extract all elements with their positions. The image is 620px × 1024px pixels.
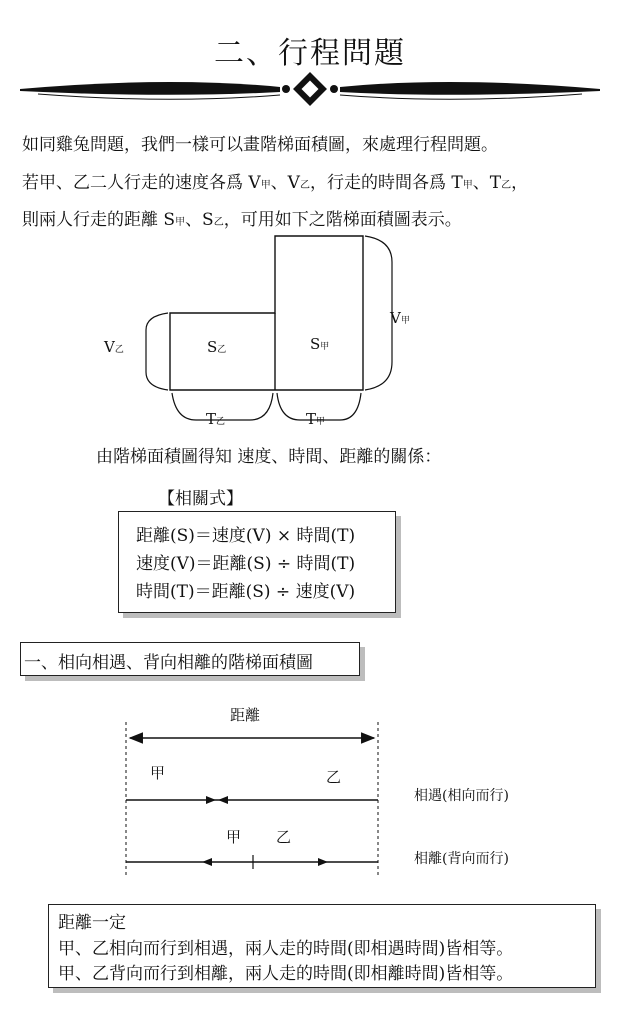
label-t-yi: T乙 xyxy=(206,410,226,428)
meet-arrow-yi xyxy=(218,796,228,804)
summary-line: 甲、乙相向而行到相遇，兩人走的時間(即相遇時間)皆相等。 xyxy=(58,939,514,959)
brace-v-jia xyxy=(365,236,392,390)
meet-jia: 甲 xyxy=(150,764,166,782)
formula-line: 時間(T)＝距離(S) ÷ 速度(V) xyxy=(136,582,356,602)
meet-arrow-jia xyxy=(206,796,216,804)
page-title: 二、行程問題 xyxy=(214,36,406,71)
label-s-jia: S甲 xyxy=(310,335,330,353)
meet-yi: 乙 xyxy=(326,768,342,786)
brace-t-yi xyxy=(172,393,273,420)
ornament-divider xyxy=(18,70,602,110)
apart-arrow-jia xyxy=(202,858,212,866)
intro-line-2: 若甲、乙二人行走的速度各爲 V甲、V乙，行走的時間各爲 T甲、T乙， xyxy=(22,173,529,193)
apart-yi: 乙 xyxy=(276,828,292,846)
summary-line: 甲、乙背向而行到相離，兩人走的時間(即相離時間)皆相等。 xyxy=(58,964,514,984)
label-v-yi: V乙 xyxy=(104,338,124,356)
label-t-jia: T甲 xyxy=(306,410,326,428)
distance-label: 距離 xyxy=(230,706,261,724)
formula-line: 距離(S)＝速度(V) × 時間(T) xyxy=(136,526,356,546)
apart-arrow-yi xyxy=(318,858,328,866)
stair-area-diagram xyxy=(0,228,620,428)
section-heading: 一、相向相遇、背向相離的階梯面積圖 xyxy=(24,653,313,673)
apart-caption: 相離(背向而行) xyxy=(414,851,509,867)
formula-box-label: 【相關式】 xyxy=(152,484,249,509)
relation-intro: 由階梯面積圖得知 速度、時間、距離的關係： xyxy=(96,447,442,467)
intro-line-3: 則兩人行走的距離 S甲、S乙，可用如下之階梯面積圖表示。 xyxy=(22,210,462,230)
apart-jia: 甲 xyxy=(226,828,242,846)
brace-t-jia xyxy=(277,393,361,420)
label-v-jia: V甲 xyxy=(390,309,410,327)
intro-line-1: 如同雞兔問題，我們一樣可以畫階梯面積圖，來處理行程問題。 xyxy=(22,135,498,155)
formula-line: 速度(V)＝距離(S) ÷ 時間(T) xyxy=(136,554,356,574)
meet-caption: 相遇(相向而行) xyxy=(414,788,509,804)
label-s-yi: S乙 xyxy=(207,338,227,356)
stair-outline xyxy=(170,236,363,390)
brace-v-yi xyxy=(146,313,168,390)
summary-line: 距離一定 xyxy=(58,913,126,933)
